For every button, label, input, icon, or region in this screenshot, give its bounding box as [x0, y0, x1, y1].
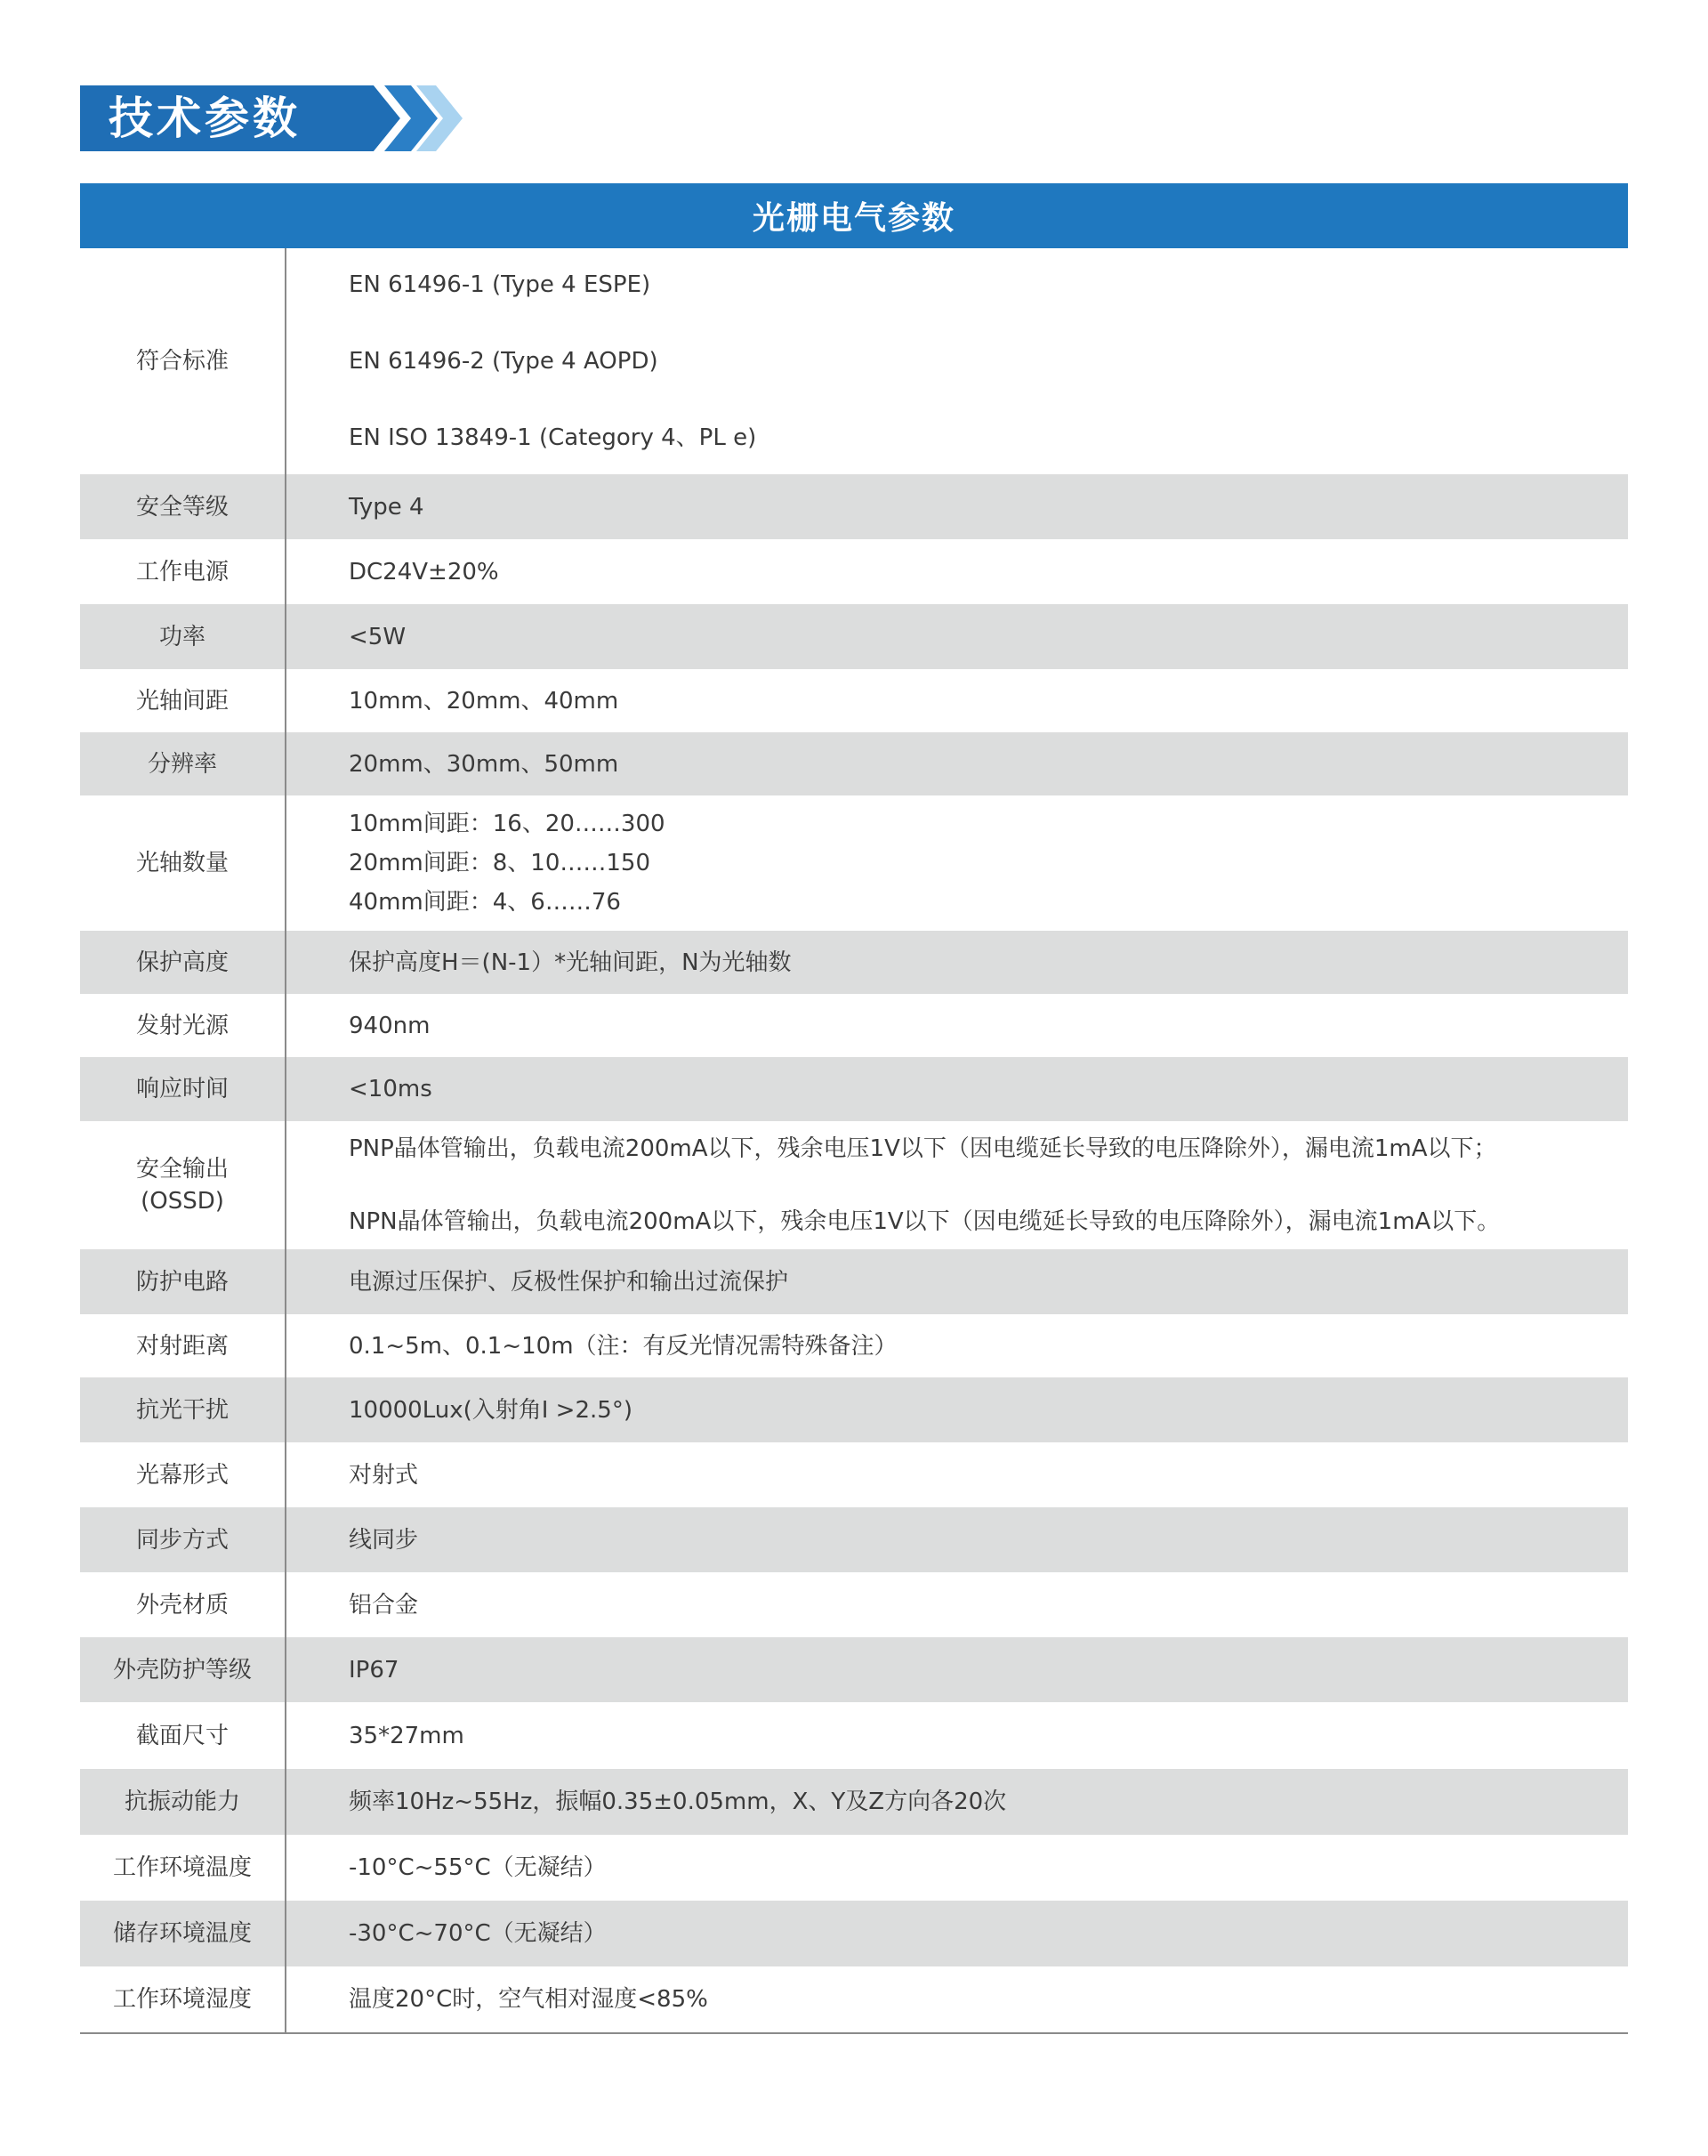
- row-value-line: IP67: [349, 1656, 399, 1684]
- row-value: [286, 1572, 1628, 1637]
- table-row: [80, 1377, 1628, 1442]
- table-row: [80, 248, 1628, 474]
- row-value-line: -10°C~55°C（无凝结）: [349, 1854, 607, 1881]
- row-value-line: 铝合金: [349, 1591, 419, 1619]
- row-label: [80, 1572, 286, 1637]
- row-value-line: 保护高度H＝(N-1）*光轴间距，N为光轴数: [349, 949, 792, 976]
- row-label-text: 抗振动能力: [124, 1789, 240, 1815]
- row-value: [286, 732, 1628, 795]
- table-bottom-rule: [80, 2032, 1628, 2034]
- row-label-text: 同步方式: [135, 1526, 229, 1554]
- row-label: [80, 248, 286, 474]
- table-row: [80, 474, 1628, 539]
- row-value: [286, 931, 1628, 994]
- row-label: [80, 1637, 286, 1702]
- row-label-text: 截面尺寸: [135, 1722, 229, 1749]
- row-value: [286, 1314, 1628, 1377]
- row-label: [80, 604, 286, 669]
- row-label: [80, 1835, 286, 1901]
- table-body: [80, 248, 1628, 2032]
- table-row: [80, 1901, 1628, 1966]
- row-label-text: 响应时间: [135, 1076, 229, 1102]
- row-value: [286, 1966, 1628, 2032]
- row-label-text: 储存环境温度: [112, 1920, 252, 1947]
- table-row: [80, 931, 1628, 994]
- row-label-text: 外壳材质: [135, 1591, 229, 1619]
- row-label-text: 功率: [158, 623, 205, 650]
- row-value-line: 频率10Hz~55Hz，振幅0.35±0.05mm，X、Y及Z方向各20次: [349, 1789, 1007, 1815]
- row-value: [286, 795, 1628, 931]
- row-label: [80, 1377, 286, 1442]
- row-value: [286, 1702, 1628, 1769]
- row-value: [286, 604, 1628, 669]
- row-value-line: 10mm间距：16、20……300: [349, 811, 665, 837]
- row-label-text: 外壳防护等级: [112, 1656, 252, 1684]
- section-header: [80, 85, 463, 151]
- table-row: [80, 994, 1628, 1057]
- row-value: [286, 1057, 1628, 1121]
- row-value-line: NPN晶体管输出，负载电流200mA以下，残余电压1V以下（因电缆延长导致的电压降除外），漏电流1mA以下。: [349, 1208, 1501, 1235]
- row-label-text: 对射距离: [135, 1332, 229, 1360]
- row-value-line: 35*27mm: [349, 1722, 464, 1749]
- table-row: [80, 1121, 1628, 1249]
- table-row: [80, 795, 1628, 931]
- row-value: [286, 539, 1628, 604]
- table-row: [80, 1442, 1628, 1507]
- row-value-line: PNP晶体管输出，负载电流200mA以下，残余电压1V以下（因电缆延长导致的电压降除外），漏电流1mA以下；: [349, 1135, 1497, 1162]
- row-value-line: 0.1~5m、0.1~10m（注：有反光情况需特殊备注）: [349, 1332, 898, 1360]
- row-value: [286, 994, 1628, 1057]
- row-label: [80, 539, 286, 604]
- table-row: [80, 1835, 1628, 1901]
- row-label-text: 发射光源: [135, 1012, 229, 1039]
- row-label-text: 分辨率: [147, 750, 217, 778]
- table-row: [80, 539, 1628, 604]
- table-row: [80, 1249, 1628, 1314]
- row-value: [286, 1121, 1628, 1249]
- row-value: [286, 1637, 1628, 1702]
- table-row: [80, 1507, 1628, 1572]
- table-row: [80, 604, 1628, 669]
- row-value-line: 20mm间距：8、10……150: [349, 850, 650, 876]
- row-label-text: 防护电路: [135, 1268, 229, 1296]
- row-value: [286, 1835, 1628, 1901]
- row-label-text: (OSSD): [141, 1188, 224, 1215]
- row-label: [80, 994, 286, 1057]
- row-label: [80, 795, 286, 931]
- table-row: [80, 1057, 1628, 1121]
- row-label: [80, 1901, 286, 1966]
- row-label: [80, 1769, 286, 1835]
- row-value: [286, 1249, 1628, 1314]
- row-label-text: 光轴数量: [135, 850, 229, 876]
- section-title: 技术参数: [109, 93, 301, 144]
- row-value-line: 40mm间距：4、6……76: [349, 889, 621, 916]
- row-value-line: EN 61496-2 (Type 4 AOPD): [349, 348, 658, 375]
- row-label: [80, 669, 286, 732]
- row-value-line: 10mm、20mm、40mm: [349, 687, 619, 715]
- row-label-text: 光轴间距: [135, 687, 229, 715]
- row-label-text: 安全输出: [135, 1156, 229, 1183]
- row-label: [80, 474, 286, 539]
- row-label-text: 抗光干扰: [135, 1396, 229, 1424]
- table-row: [80, 1966, 1628, 2032]
- table-row: [80, 669, 1628, 732]
- row-label-text: 保护高度: [135, 949, 229, 976]
- table-row: [80, 1769, 1628, 1835]
- row-value-line: 电源过压保护、反极性保护和输出过流保护: [349, 1268, 789, 1296]
- row-value-line: 940nm: [349, 1012, 431, 1039]
- row-value-line: 温度20°C时，空气相对湿度<85%: [349, 1986, 708, 2013]
- row-label-text: 安全等级: [135, 493, 229, 521]
- row-value-line: <5W: [349, 623, 407, 650]
- row-value: [286, 1442, 1628, 1507]
- row-label: [80, 1702, 286, 1769]
- spec-table: [80, 183, 1628, 2034]
- row-value-line: -30°C~70°C（无凝结）: [349, 1920, 607, 1947]
- row-value: [286, 1901, 1628, 1966]
- row-value: [286, 669, 1628, 732]
- row-label: [80, 1121, 286, 1249]
- row-value-line: 20mm、30mm、50mm: [349, 750, 619, 778]
- table-row: [80, 1702, 1628, 1769]
- row-value-line: DC24V±20%: [349, 558, 499, 585]
- row-value: [286, 1377, 1628, 1442]
- row-label: [80, 1249, 286, 1314]
- row-value-line: 对射式: [349, 1461, 419, 1489]
- row-value-line: 线同步: [349, 1526, 419, 1554]
- row-label: [80, 732, 286, 795]
- row-label-text: 工作环境温度: [112, 1854, 252, 1881]
- row-value-line: EN ISO 13849-1 (Category 4、PL e): [349, 424, 757, 451]
- row-label: [80, 931, 286, 994]
- row-value: [286, 248, 1628, 474]
- row-label: [80, 1966, 286, 2032]
- table-row: [80, 1572, 1628, 1637]
- table-row: [80, 1314, 1628, 1377]
- row-label: [80, 1057, 286, 1121]
- row-value-line: 10000Lux(入射角I >2.5°): [349, 1396, 632, 1424]
- row-value: [286, 1769, 1628, 1835]
- row-label-text: 光幕形式: [135, 1461, 229, 1489]
- row-label: [80, 1442, 286, 1507]
- table-row: [80, 732, 1628, 795]
- table-heading: 光栅电气参数: [80, 183, 1628, 248]
- row-value-line: Type 4: [349, 493, 424, 521]
- row-value: [286, 474, 1628, 539]
- row-label: [80, 1314, 286, 1377]
- row-label: [80, 1507, 286, 1572]
- row-value-line: <10ms: [349, 1076, 432, 1102]
- row-value: [286, 1507, 1628, 1572]
- row-value-line: EN 61496-1 (Type 4 ESPE): [349, 271, 651, 298]
- row-label-text: 工作环境湿度: [112, 1986, 252, 2013]
- row-label-text: 工作电源: [135, 558, 229, 585]
- table-row: [80, 1637, 1628, 1702]
- row-label-text: 符合标准: [135, 348, 229, 375]
